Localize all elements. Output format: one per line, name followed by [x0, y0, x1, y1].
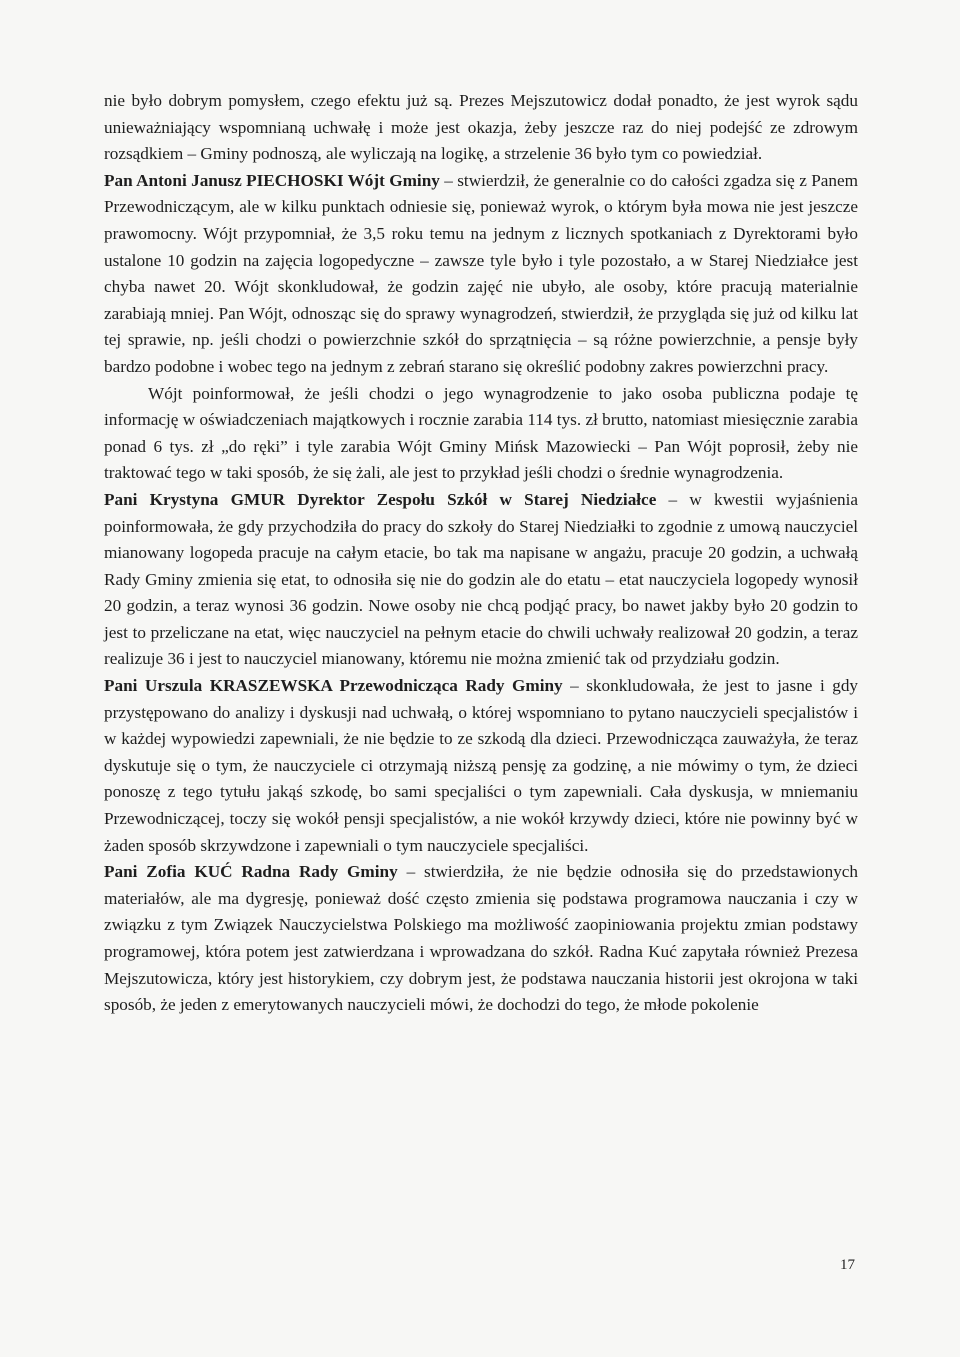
paragraph-text: nie było dobrym pomysłem, czego efektu już są. Prezes Mejszutowicz dodał ponadto, że jest wyrok sądu unieważniający wspomnianą uchwałę i może jest okazja, żeby jeszcze raz do niej podejść ze zdrowym rozsądkiem – Gminy podnoszą, ale wyliczają na logikę, a strzelenie 36 było tym co powiedział. — [104, 91, 858, 164]
paragraph-3 — [104, 381, 858, 487]
paragraph-text: – w kwestii wyjaśnienia poinformowała, że gdy przychodziła do pracy do szkoły do Starej Niedziałki to zgodnie z umową nauczyciel mianowany logopeda pracuje na całym etacie, bo tak ma napisane w angażu, pracuje 20 godzin, a uchwałą Rady Gminy zmienia się etat, to odnosiła się nie do godzin ale do etatu – etat nauczyciela logopedy wynosił 20 godzin, a teraz wynosi 36 godzin. Nowe osoby nie chcą podjąć pracy, bo nawet jakby było 20 godzin to jest to przeliczane na etat, więc nauczyciel na pełnym etacie do chwili uchwały realizował 20 godzin, a teraz realizuje 36 i jest to nauczyciel mianowany, któremu nie można zmienić tak od przydziału godzin. — [104, 489, 858, 669]
paragraph-6 — [104, 859, 858, 1019]
paragraph-text: – stwierdziła, że nie będzie odnosiła się do przedstawionych materiałów, ale ma dygresję, ponieważ dość często zmienia się podstawa programowa nauczania i czy w związku z tym Związek Nauczycielstwa Polskiego ma możliwość zaopiniowania projektu zmian podstawy programowej, która potem jest zatwierdzana i wprowadzana do szkół. Radna Kuć zapytała również Prezesa Mejszutowicza, który jest historykiem, czy dobrym jest, że podstawa nauczania historii jest okrojona w taki sposób, że jeden z emerytowanych nauczycieli mówi, że dochodzi do tego, że młode pokolenie — [104, 862, 859, 1015]
paragraph-5 — [104, 673, 858, 859]
paragraph-text: – skonkludowała, że jest to jasne i gdy przystępowano do analizy i dyskusji nad uchwałą, o której wspomniano to pytano nauczycieli specjalistów i w każdej wypowiedzi zapewniali, że nie będzie to ze szkodą dla dzieci. Przewodnicząca zauważyła, że teraz dyskutuje się o tym, że nauczyciele ci otrzymają niższą pensję za godzinę, a nie mówimy o tym, że dzieci ponoszę z tego tytułu jakąś szkodę, bo sami specjaliści o tym zapewniali. Cała dyskusja, w mniemaniu Przewodniczącej, toczy się wokół pensji specjalistów, a nie wokół krzywdy dzieci, które nie powinny być w żaden sposób skrzywdzone i zapewniali o tym nauczyciele specjaliści. — [104, 676, 859, 855]
paragraph-text: Wójt poinformował, że jeśli chodzi o jego wynagrodzenie to jako osoba publiczna podaje tę informację w oświadczeniach majątkowych i rocznie zarabia 114 tys. zł brutto, natomiast miesięcznie zarabia ponad 6 tys. zł „do ręki” i tyle zarabia Wójt Gminy Mińsk Mazowiecki – Pan Wójt poprosił, żeby nie traktować tego w taki sposób, że się żali, ale jest to przykład jeśli chodzi o średnie wynagrodzenia. — [104, 383, 858, 483]
speaker-name: Pani Krystyna GMUR Dyrektor Zespołu Szkół w Starej Niedziałce — [104, 489, 657, 509]
speaker-name: Pani Urszula KRASZEWSKA Przewodnicząca Rady Gminy — [104, 676, 563, 696]
paragraph-text: – stwierdził, że generalnie co do całości zgadza się z Panem Przewodniczącym, ale w kilku punktach odniesie się, ponieważ wyrok, o którym była mowa nie jest jeszcze prawomocny. Wójt przypomniał, że 3,5 roku temu na jednym z licznych spotkaniach z Dyrektorami było ustalone 10 godzin na zajęcia logopedyczne – zawsze tyle było i tyle pozostało, a w Starej Niedziałce jest chyba nawet 20. Wójt skonkludował, że godzin zajęć nie ubyło, ale osoby, które pracują materialnie zarabiają mniej. Pan Wójt, odnosząc się do sprawy wynagrodzeń, stwierdził, że przygląda się już od kilku lat tej sprawie, np. jeśli chodzi o powierzchnie szkół do sprzątnięcia – są różne powierzchnie, a pensje były bardzo podobne i wobec tego na jednym z zebrań starano się określić podobny zakres powierzchni pracy. — [104, 170, 858, 376]
page-number: 17 — [840, 1257, 855, 1273]
speaker-name: Pan Antoni Janusz PIECHOSKI Wójt Gminy — [104, 170, 440, 190]
paragraph-1 — [104, 88, 858, 168]
paragraph-4 — [104, 487, 858, 673]
paragraph-2 — [104, 168, 858, 381]
speaker-name: Pani Zofia KUĆ Radna Rady Gminy — [104, 862, 398, 882]
document-body — [104, 88, 858, 1019]
